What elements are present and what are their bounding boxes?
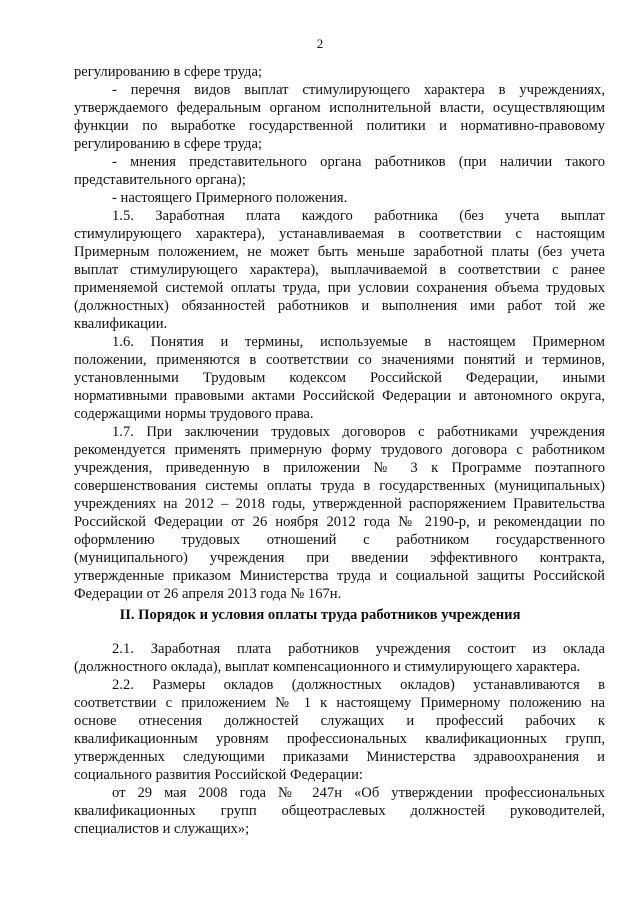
text-line: - настоящего Примерного положения. — [112, 190, 348, 206]
text-line: утверждаемого федеральным органом исполнительной власти, осуществляющим — [74, 100, 605, 116]
text-line: 2.2. Размеры окладов (должностных окладов) устанавливаются в — [112, 677, 605, 693]
page-number: 2 — [316, 36, 324, 51]
text-line: (должностных) обязанностей работников и выполнения ими работ той же — [74, 298, 605, 314]
text-line: 1.6. Понятия и термины, используемые в настоящем Примерном — [112, 334, 605, 350]
text-line: Российской Федерации от 26 ноября 2012 года № 2190-р, и рекомендации по — [74, 514, 605, 530]
text-line: специалистов и служащих»; — [74, 821, 250, 837]
text-line: (муниципального) учреждения при введении эффективного контракта, — [74, 550, 605, 566]
text-line: регулированию в сфере труда; — [74, 64, 262, 80]
text-line: квалификации. — [74, 316, 168, 332]
text-line: совершенствования системы оплаты труда в государственных (муниципальных) — [74, 478, 605, 494]
text-line: выплат стимулирующего характера), выплачиваемой в соответствии с ранее — [74, 262, 605, 278]
text-line: - мнения представительного органа работников (при наличии такого — [112, 154, 605, 170]
text-line: учреждениях на 2012 – 2018 годы, утвержденной распоряжением Правительства — [74, 496, 605, 512]
text-line: основе отнесения должностей служащих и профессий рабочих к — [74, 713, 605, 729]
text-line: оформлению трудовых отношений с работником государственного — [74, 532, 605, 548]
text-line: (должностного оклада), выплат компенсационного и стимулирующего характера. — [74, 659, 581, 675]
text-line: утвержденные приказом Министерства труда и социальной защиты Российской — [74, 568, 605, 584]
text-line: положении, применяются в соответствии со значениями понятий и терминов, — [74, 352, 605, 368]
text-line: нормативными правовыми актами Российской Федерации и автономного округа, — [74, 388, 605, 404]
text-line: соответствии с приложением № 1 к настоящему Примерному положению на — [74, 695, 605, 711]
text-line: квалификационных групп общеотраслевых должностей руководителей, — [74, 803, 605, 819]
text-line: стимулирующего характера), устанавливаемая в соответствии с настоящим — [74, 226, 605, 242]
text-line: применяемой системой оплаты труда, при условии сохранения объема трудовых — [74, 280, 605, 296]
text-line: социального развития Российской Федерации: — [74, 767, 363, 783]
text-line: - перечня видов выплат стимулирующего характера в учреждениях, — [112, 82, 605, 98]
text-line: 2.1. Заработная плата работников учреждения состоит из оклада — [112, 641, 605, 657]
text-line: рекомендуется применять примерную форму трудового договора с работником — [74, 442, 605, 458]
text-line: установленными Трудовым кодексом Российской Федерации, иными — [74, 370, 605, 386]
text-line: 1.7. При заключении трудовых договоров с работниками учреждения — [112, 424, 605, 440]
text-line: утвержденных следующими приказами Министерства здравоохранения и — [74, 749, 605, 765]
text-line: учреждения, приведенную в приложении № 3 к Программе поэтапного — [74, 460, 605, 476]
text-line: от 29 мая 2008 года № 247н «Об утверждении профессиональных — [112, 785, 605, 801]
text-line: содержащими нормы трудового права. — [74, 406, 314, 422]
text-line: Примерным положением, не может быть меньше заработной платы (без учета — [74, 244, 605, 260]
text-line: 1.5. Заработная плата каждого работника (без учета выплат — [112, 208, 605, 224]
text-line: Федерации от 26 апреля 2013 года № 167н. — [74, 586, 342, 602]
section-heading: II. Порядок и условия оплаты труда работников учреждения — [119, 607, 521, 623]
text-line: квалификационным уровням профессиональных квалификационных групп, — [74, 731, 605, 747]
text-line: функции по выработке государственной политики и нормативно-правовому — [74, 118, 605, 134]
text-line: регулированию в сфере труда; — [74, 136, 262, 152]
text-line: представительного органа); — [74, 172, 246, 188]
